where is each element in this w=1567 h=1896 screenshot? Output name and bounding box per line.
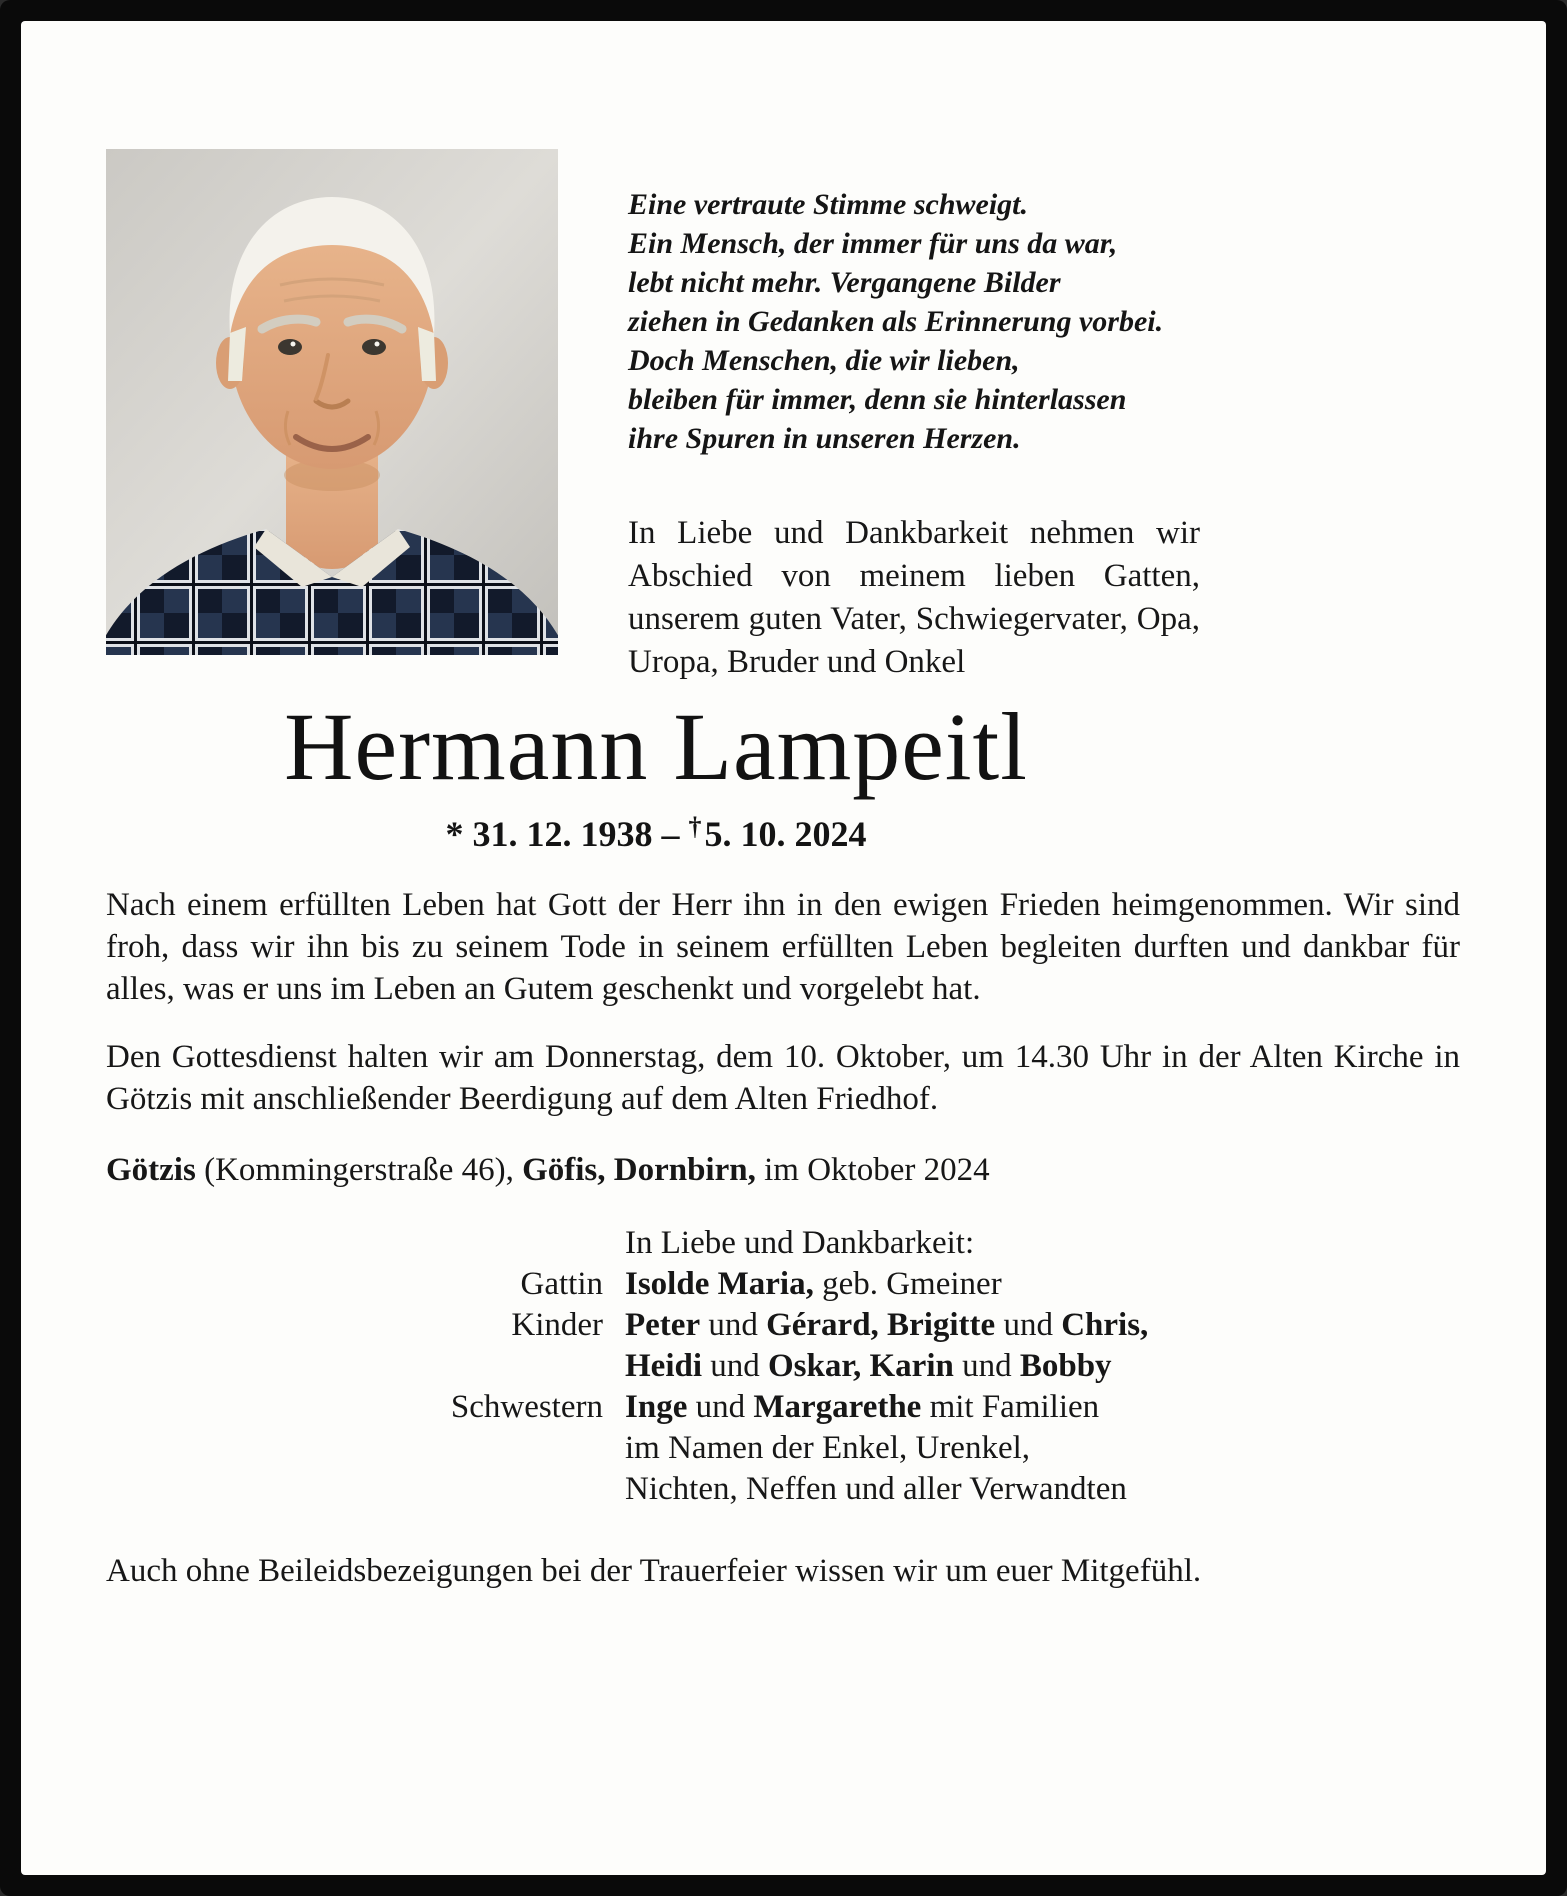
poem-line: Doch Menschen, die wir lieben, bbox=[628, 344, 1020, 377]
portrait-illustration bbox=[106, 149, 558, 655]
poem-line: ihre Spuren in unseren Herzen. bbox=[628, 422, 1021, 455]
poem-line: Ein Mensch, der immer für uns da war, bbox=[628, 227, 1118, 260]
family-role-label: Kinder bbox=[511, 1307, 603, 1344]
obituary-paragraph: Nach einem erfüllten Leben hat Gott der Herr ihn in den ewigen Frieden heimgenommen. Wir sind froh, dass wir ihn bis zu seinem Tode in seinem erfüllten Leben begleiten durften und dankbar für alles, was er uns im Leben an Gutem geschenkt und vorgelebt hat. bbox=[106, 887, 1460, 1008]
family-row bbox=[106, 1223, 1460, 1264]
family-row bbox=[106, 1346, 1460, 1387]
family-names: Isolde Maria, geb. Gmeiner bbox=[625, 1266, 1002, 1303]
memorial-poem bbox=[628, 185, 1200, 458]
obituary-card bbox=[21, 21, 1546, 1875]
obituary-content bbox=[21, 21, 1546, 1592]
family-role-label: Schwestern bbox=[450, 1389, 603, 1426]
family-names: Nichten, Neffen und aller Verwandten bbox=[625, 1471, 1127, 1508]
family-section bbox=[106, 1223, 1460, 1510]
hero-section bbox=[106, 149, 1460, 684]
family-row bbox=[106, 1264, 1460, 1305]
family-row bbox=[106, 1428, 1460, 1469]
funeral-service-paragraph: Den Gottesdienst halten wir am Donnerstag, dem 10. Oktober, um 14.30 Uhr in der Alten Kirche in Götzis mit anschließender Beerdigung auf dem Alten Friedhof. bbox=[106, 1039, 1460, 1118]
portrait-photo bbox=[106, 149, 558, 655]
family-row bbox=[106, 1387, 1460, 1428]
family-row bbox=[106, 1305, 1460, 1346]
family-role-label bbox=[106, 1223, 603, 1264]
family-names: Inge und Margarethe mit Familien bbox=[625, 1389, 1100, 1426]
family-role-label bbox=[106, 1346, 603, 1387]
family-names: Peter und Gérard, Brigitte und Chris, bbox=[625, 1307, 1149, 1344]
poem-line: lebt nicht mehr. Vergangene Bilder bbox=[628, 266, 1061, 299]
family-role-label bbox=[106, 1428, 603, 1469]
location-date-line: Götzis (Kommingerstraße 46), Göfis, Dornbirn, im Oktober 2024 bbox=[106, 1152, 990, 1189]
poem-line: ziehen in Gedanken als Erinnerung vorbei. bbox=[628, 305, 1164, 338]
family-role-label: Gattin bbox=[520, 1266, 603, 1303]
name-block bbox=[106, 694, 1206, 854]
family-names: im Namen der Enkel, Urenkel, bbox=[625, 1430, 1031, 1467]
poem-line: Eine vertraute Stimme schweigt. bbox=[628, 188, 1029, 221]
poem-line: bleiben für immer, denn sie hinterlassen bbox=[628, 383, 1127, 416]
family-names: Heidi und Oskar, Karin und Bobby bbox=[625, 1348, 1112, 1385]
farewell-intro-text: In Liebe und Dankbarkeit nehmen wir Abschied von meinem lieben Gatten, unserem guten Vater, Schwiegervater, Opa, Uropa, Bruder und Onkel bbox=[628, 515, 1200, 680]
hero-right-column bbox=[628, 149, 1200, 684]
closing-note: Auch ohne Beileidsbezeigungen bei der Trauerfeier wissen wir um euer Mitgefühl. bbox=[106, 1553, 1202, 1590]
family-row bbox=[106, 1469, 1460, 1510]
family-role-label bbox=[106, 1469, 603, 1510]
deceased-name: Hermann Lampeitl bbox=[284, 693, 1028, 800]
life-dates: * 31. 12. 1938 – †5. 10. 2024 bbox=[445, 811, 867, 854]
family-names: In Liebe und Dankbarkeit: bbox=[625, 1225, 975, 1262]
